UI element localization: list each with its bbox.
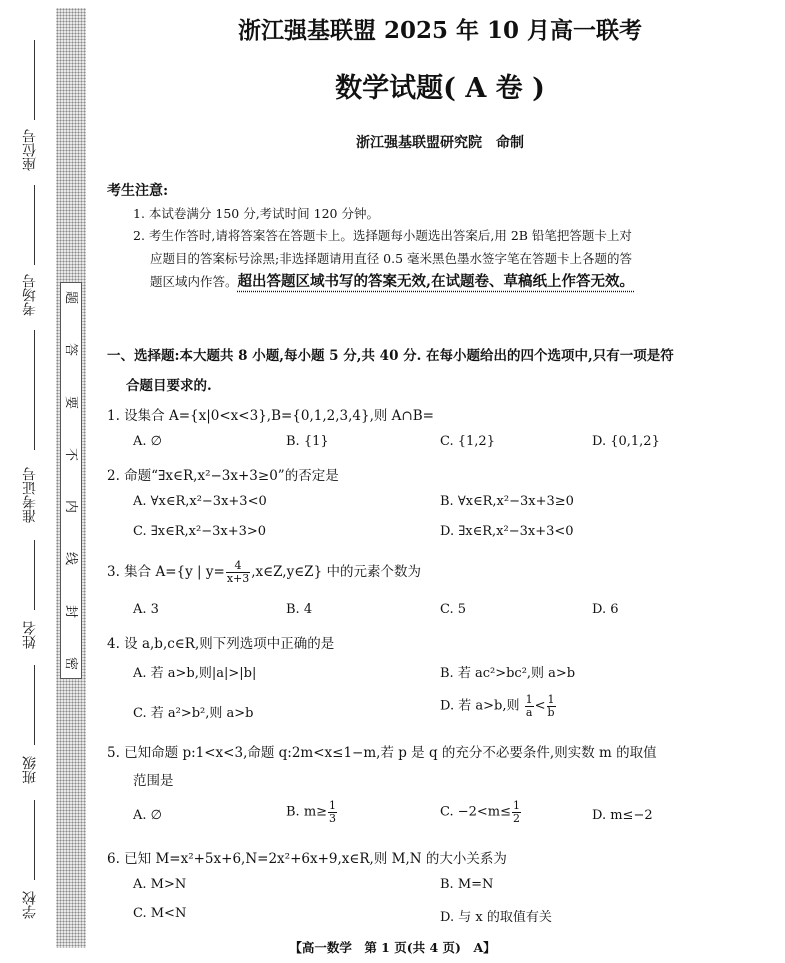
seat-number-label: 座位号 <box>22 129 38 171</box>
frac-den: 2 <box>513 811 521 825</box>
notice-emphasis: 超出答题区域书写的答案无效,在试题卷、草稿纸上作答无效。 <box>237 273 635 290</box>
question-5-stem: 5. 已知命题 p:1<x<3,命题 q:2m<x≤1−m,若 p 是 q 的充分不必要条件,则实数 m 的取值 <box>107 745 657 761</box>
seal-char: 封 <box>63 604 79 618</box>
question-3-stem <box>107 560 421 585</box>
exam-room-label: 考场号 <box>22 274 38 316</box>
frac-den: 3 <box>329 811 337 825</box>
question-4-stem: 4. 设 a,b,c∈R,则下列选项中正确的是 <box>107 636 335 652</box>
question-1-stem: 1. 设集合 A={x|0<x<3},B={0,1,2,3,4},则 A∩B= <box>107 408 434 424</box>
class-label: 班级 <box>22 756 38 784</box>
seal-char: 线 <box>63 552 79 566</box>
seal-line-notice <box>60 282 82 679</box>
q2-option-a: A. ∀x∈R,x²−3x+3<0 <box>133 494 267 509</box>
q6-option-a: A. M>N <box>133 877 187 892</box>
section-heading: 一、选择题:本大题共 8 小题,每小题 5 分,共 40 分. 在每小题给出的四个选项中,只有一项是符 <box>107 348 674 364</box>
q2-option-b: B. ∀x∈R,x²−3x+3≥0 <box>440 494 574 509</box>
margin-line <box>34 40 35 120</box>
exam-org: 浙江强基联盟研究院 命制 <box>356 135 524 151</box>
question-2-stem: 2. 命题“∃x∈R,x²−3x+3≥0”的否定是 <box>107 468 339 484</box>
notice-item-1: 1. 本试卷满分 150 分,考试时间 120 分钟。 <box>133 206 379 221</box>
q3-option-c: C. 5 <box>440 602 467 617</box>
margin-line <box>34 540 35 610</box>
frac-den: b <box>547 705 555 719</box>
page-footer: 【高一数学 第 1 页(共 4 页) A】 <box>289 940 496 955</box>
name-label: 姓名 <box>22 621 38 649</box>
margin-line <box>34 185 35 265</box>
q3-fraction <box>226 560 250 584</box>
margin-line <box>34 800 35 880</box>
frac-num: 1 <box>525 693 533 706</box>
q3-frac-num: 4 <box>226 560 250 573</box>
q1-option-d: D. {0,1,2} <box>592 434 660 449</box>
notice-heading: 考生注意: <box>107 183 169 199</box>
q5-c-pre: C. −2<m≤ <box>440 804 512 820</box>
q4-d-frac-1 <box>525 694 534 718</box>
margin-line <box>34 330 35 450</box>
q5-c-frac <box>512 800 521 824</box>
q4-d-lt: < <box>534 698 546 714</box>
q3-option-a: A. 3 <box>133 602 159 617</box>
exam-subtitle: 数学试题( A 卷 ) <box>335 73 545 104</box>
question-5-stem-cont: 范围是 <box>133 773 174 789</box>
q6-option-c: C. M<N <box>133 906 187 921</box>
q4-d-frac-2 <box>547 694 556 718</box>
q4-d-pre: D. 若 a>b,则 <box>440 698 520 714</box>
notice-item-2-line3 <box>150 271 634 292</box>
q2-option-c: C. ∃x∈R,x²−3x+3>0 <box>133 524 267 539</box>
question-6-stem: 6. 已知 M=x²+5x+6,N=2x²+6x+9,x∈R,则 M,N 的大小关系为 <box>107 851 507 867</box>
q2-option-d: D. ∃x∈R,x²−3x+3<0 <box>440 524 574 539</box>
margin-line <box>34 665 35 745</box>
exam-title: 浙江强基联盟 2025 年 10 月高一联考 <box>237 17 643 44</box>
seal-char: 答 <box>63 343 79 357</box>
school-label: 学校 <box>22 891 38 919</box>
q6-option-b: B. M=N <box>440 877 494 892</box>
frac-num: 1 <box>547 693 555 706</box>
section-heading-cont: 合题目要求的. <box>126 378 212 394</box>
q3-option-b: B. 4 <box>286 602 313 617</box>
q3-stem-post: ,x∈Z,y∈Z} 中的元素个数为 <box>251 564 421 580</box>
q4-option-d <box>440 694 557 718</box>
q5-b-frac <box>328 800 337 824</box>
q3-option-d: D. 6 <box>592 602 619 617</box>
q5-option-b <box>286 800 338 824</box>
seal-char: 题 <box>63 290 79 305</box>
q1-option-c: C. {1,2} <box>440 434 495 449</box>
q4-option-b: B. 若 ac²>bc²,则 a>b <box>440 666 576 681</box>
q4-option-a: A. 若 a>b,则|a|>|b| <box>133 666 257 681</box>
q1-option-b: B. {1} <box>286 434 329 449</box>
ticket-number-label: 准考证号 <box>22 467 38 523</box>
frac-den: a <box>525 705 533 719</box>
q1-option-a: A. ∅ <box>133 434 162 449</box>
seal-char: 内 <box>63 500 79 514</box>
frac-num: 1 <box>513 799 521 812</box>
q5-option-d: D. m≤−2 <box>592 808 653 823</box>
notice-text: 题区域内作答。 <box>150 274 238 289</box>
q6-option-d: D. 与 x 的取值有关 <box>440 910 552 925</box>
q4-option-c: C. 若 a²>b²,则 a>b <box>133 706 254 721</box>
q5-option-c <box>440 800 522 824</box>
q3-frac-den: x+3 <box>226 572 250 585</box>
notice-item-2-line2: 应题目的答案标号涂黑;非选择题请用直径 0.5 毫米黑色墨水签字笔在答题卡上各题的答 <box>150 251 633 266</box>
q3-stem-pre: 3. 集合 A={y | y= <box>107 564 225 580</box>
frac-num: 1 <box>329 799 337 812</box>
q5-option-a: A. ∅ <box>133 808 162 823</box>
notice-item-2-line1: 2. 考生作答时,请将答案答在答题卡上。选择题每小题选出答案后,用 2B 铅笔把答题卡上对 <box>133 228 632 243</box>
seal-char: 密 <box>63 656 79 670</box>
seal-char: 要 <box>63 395 79 409</box>
seal-char: 不 <box>63 447 79 461</box>
q5-b-pre: B. m≥ <box>286 804 328 820</box>
